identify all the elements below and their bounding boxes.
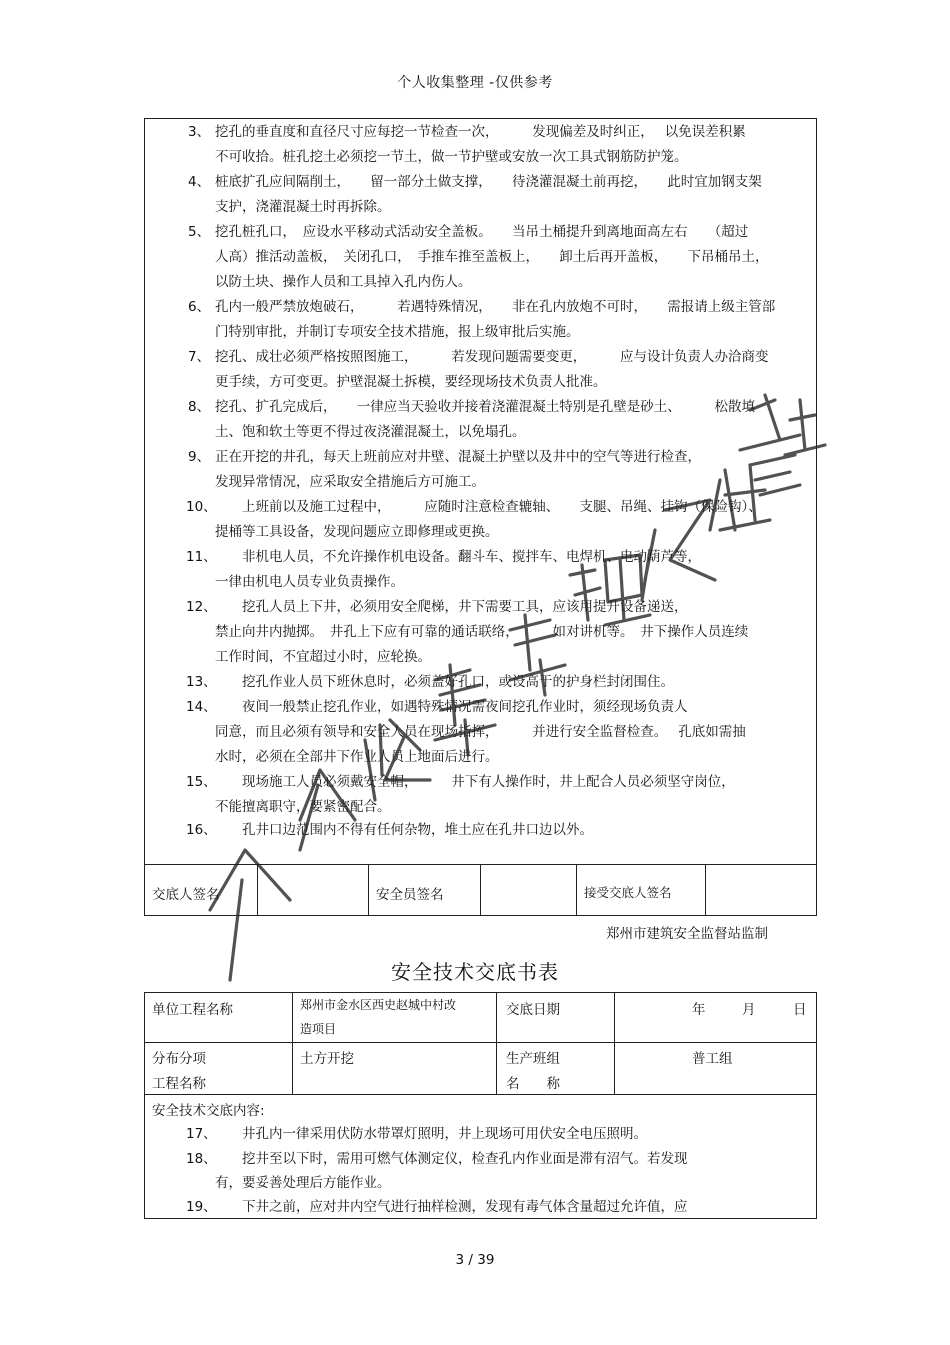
item-number: 13、 bbox=[186, 674, 217, 690]
item-text-line: 以防土块、操作人员和工具掉入孔内伤人。 bbox=[215, 274, 472, 290]
item-text-line: 挖孔桩孔口， 应设水平移动式活动安全盖板。 当吊土桶提升到离地面高左右 （超过 bbox=[215, 224, 749, 240]
item-text-line: 同意，而且必须有领导和安全人员在现场指挥， 并进行安全监督检查。 孔底如需抽 bbox=[215, 724, 746, 740]
item-text-line: 水时，必须在全部井下作业人员上地面后进行。 bbox=[215, 749, 499, 765]
item-text-line: 上班前以及施工过程中， 应随时注意检查辘轴、 支腿、吊绳、挂钩（保险钩）、 bbox=[215, 499, 762, 515]
content-label: 安全技术交底内容: bbox=[152, 1103, 265, 1119]
supervision-note: 郑州市建筑安全监督站监制 bbox=[606, 926, 768, 942]
item-text-line: 井孔内一律采用伏防水带罩灯照明，井上现场可用伏安全电压照明。 bbox=[215, 1126, 647, 1142]
date-month: 月 bbox=[742, 1002, 756, 1018]
item-text-line: 工作时间，不宜超过小时，应轮换。 bbox=[215, 649, 431, 665]
item-number: 6、 bbox=[188, 299, 211, 315]
project-name-value-line2: 造项目 bbox=[300, 1022, 337, 1036]
item-text-line: 挖井至以下时，需用可燃气体测定仪，检查孔内作业面是滞有沼气。若发现 bbox=[215, 1151, 688, 1167]
date-day: 日 bbox=[793, 1002, 807, 1018]
item-number: 5、 bbox=[188, 224, 211, 240]
item-text-line: 不可收拾。桩孔挖土必须挖一节土，做一节护壁或安放一次工具式钢筋防护笼。 bbox=[215, 149, 688, 165]
team-label-line2: 名 称 bbox=[506, 1076, 560, 1092]
item-number: 8、 bbox=[188, 399, 211, 415]
item-text-line: 禁止向井内抛掷。 井孔上下应有可靠的通话联络， 如对讲机等。 井下操作人员连续 bbox=[215, 624, 749, 640]
item-number: 12、 bbox=[186, 599, 217, 615]
briefing-date-label: 交底日期 bbox=[506, 1002, 560, 1018]
item-number: 4、 bbox=[188, 174, 211, 190]
item-text-line: 下井之前，应对井内空气进行抽样检测，发现有毒气体含量超过允许值，应 bbox=[215, 1199, 688, 1215]
item-text-line: 有，要妥善处理后方能作业。 bbox=[215, 1175, 391, 1191]
item-number: 7、 bbox=[188, 349, 211, 365]
item-number: 17、 bbox=[186, 1126, 217, 1142]
item-text-line: 土、饱和软土等更不得过夜浇灌混凝土，以免塌孔。 bbox=[215, 424, 526, 440]
item-text-line: 正在开挖的井孔，每天上班前应对井壁、混凝土护壁以及井中的空气等进行检查， bbox=[215, 449, 701, 465]
item-text-line: 挖孔的垂直度和直径尺寸应每挖一节检查一次， 发现偏差及时纠正， 以免误差积累 bbox=[215, 124, 746, 140]
subproject-value: 土方开挖 bbox=[300, 1051, 354, 1067]
item-number: 14、 bbox=[186, 699, 217, 715]
briefer-signature-label: 交底人签名 bbox=[152, 887, 220, 903]
item-text-line: 支护，浇灌混凝土时再拆除。 bbox=[215, 199, 391, 215]
item-text-line: 夜间一般禁止挖孔作业，如遇特殊情况需夜间挖孔作业时，须经现场负责人 bbox=[215, 699, 688, 715]
item-number: 15、 bbox=[186, 774, 217, 790]
item-text-line: 提桶等工具设备，发现问题应立即修理或更换。 bbox=[215, 524, 499, 540]
safety-officer-signature-label: 安全员签名 bbox=[376, 887, 444, 903]
item-number: 3、 bbox=[188, 124, 211, 140]
item-text-line: 更手续，方可变更。护壁混凝土拆模，要经现场技术负责人批准。 bbox=[215, 374, 607, 390]
item-text-line: 桩底扩孔应间隔削土， 留一部分土做支撑， 待浇灌混凝土前再挖， 此时宜加钢支架 bbox=[215, 174, 762, 190]
item-number: 18、 bbox=[186, 1151, 217, 1167]
team-value: 普工组 bbox=[692, 1051, 733, 1067]
item-text-line: 挖孔、扩孔完成后， 一律应当天验收并接着浇灌混凝土特别是孔壁是砂土、 松散填 bbox=[215, 399, 755, 415]
subproject-label-line2: 工程名称 bbox=[152, 1076, 206, 1092]
page-number: 3 / 39 bbox=[455, 1252, 495, 1268]
item-text-line: 门特别审批，并制订专项安全技术措施，报上级审批后实施。 bbox=[215, 324, 580, 340]
item-text-line: 发现异常情况，应采取安全措施后方可施工。 bbox=[215, 474, 485, 490]
item-number: 16、 bbox=[186, 822, 217, 838]
item-number: 9、 bbox=[188, 449, 211, 465]
item-text-line: 不能擅离职守，要紧密配合。 bbox=[215, 799, 391, 815]
item-text-line: 挖孔、成壮必须严格按照图施工， 若发现问题需要变更， 应与设计负责人办洽商变 bbox=[215, 349, 769, 365]
page-header: 个人收集整理 -仅供参考 bbox=[397, 75, 553, 91]
item-text-line: 现场施工人员必须戴安全帽， 井下有人操作时，井上配合人员必须坚守岗位， bbox=[215, 774, 735, 790]
project-name-label: 单位工程名称 bbox=[152, 1002, 233, 1018]
subproject-label-line1: 分布分项 bbox=[152, 1051, 206, 1067]
item-text-line: 一律由机电人员专业负责操作。 bbox=[215, 574, 404, 590]
item-text-line: 人高）推活动盖板， 关闭孔口， 手推车推至盖板上， 卸土后再开盖板， 下吊桶吊土， bbox=[215, 249, 769, 265]
item-number: 11、 bbox=[186, 549, 217, 565]
item-number: 19、 bbox=[186, 1199, 217, 1215]
item-text-line: 挖孔人员上下井，必须用安全爬梯，井下需要工具，应该用提升设备递送， bbox=[215, 599, 688, 615]
item-number: 10、 bbox=[186, 499, 217, 515]
project-name-value-line1: 郑州市金水区西史赵城中村改 bbox=[300, 998, 457, 1012]
form-title: 安全技术交底书表 bbox=[391, 960, 559, 984]
item-text-line: 非机电人员，不允许操作机电设备。翻斗车、搅拌车、电焊机、电动葫芦等， bbox=[215, 549, 701, 565]
item-text-line: 孔井口边范围内不得有任何杂物，堆土应在孔井口边以外。 bbox=[215, 822, 593, 838]
item-text-line: 挖孔作业人员下班休息时，必须盖好孔口，或设高于的护身栏封闭围住。 bbox=[215, 674, 674, 690]
receiver-signature-label: 接受交底人签名 bbox=[584, 885, 672, 900]
item-text-line: 孔内一般严禁放炮破石， 若遇特殊情况， 非在孔内放炮不可时， 需报请上级主管部 bbox=[215, 299, 776, 315]
date-year: 年 bbox=[692, 1002, 706, 1018]
team-label-line1: 生产班组 bbox=[506, 1051, 560, 1067]
